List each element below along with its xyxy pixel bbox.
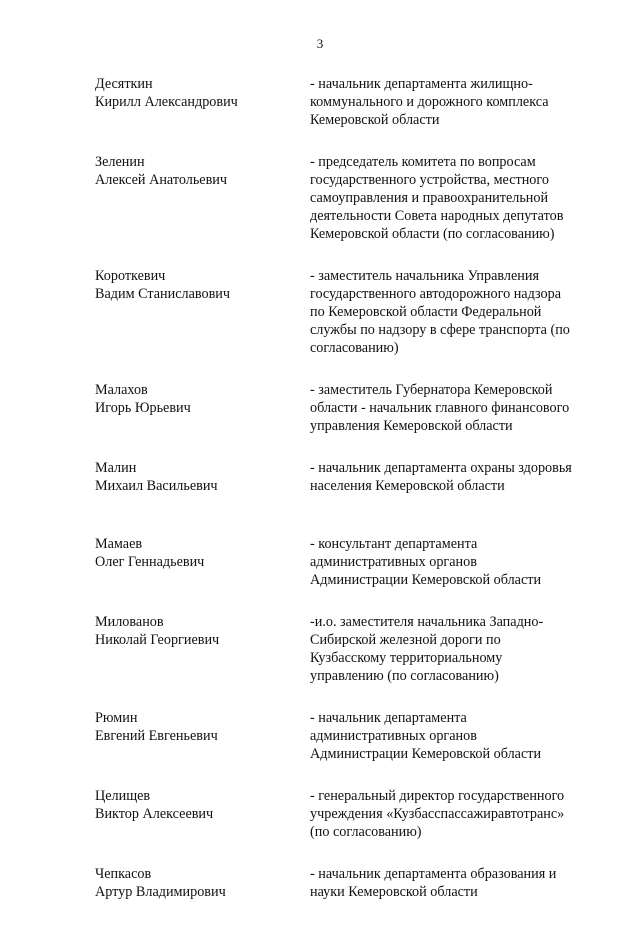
- member-given-names: Михаил Васильевич: [95, 478, 218, 494]
- position-line: - начальник департамента охраны здоровья: [310, 460, 572, 476]
- position-line: службы по надзору в сфере транспорта (по: [310, 322, 570, 338]
- member-given-names: Кирилл Александрович: [95, 94, 238, 110]
- position-line: - председатель комитета по вопросам: [310, 154, 536, 170]
- member-entry: [95, 153, 595, 243]
- member-entry: [95, 865, 595, 901]
- member-surname: Чепкасов: [95, 866, 152, 882]
- member-name: [95, 787, 310, 841]
- member-position: [310, 613, 595, 685]
- position-line: Кузбасскому территориальному: [310, 650, 503, 666]
- page-number: 3: [316, 36, 324, 51]
- position-line: - заместитель начальника Управления: [310, 268, 540, 284]
- position-line: Сибирской железной дороги по: [310, 632, 501, 648]
- position-line: коммунального и дорожного комплекса: [310, 94, 549, 110]
- member-position: [310, 459, 595, 495]
- member-given-names: Евгений Евгеньевич: [95, 728, 218, 744]
- member-name: [95, 267, 310, 357]
- member-given-names: Николай Георгиевич: [95, 632, 220, 648]
- position-line: управлению (по согласованию): [310, 668, 499, 684]
- member-position: [310, 865, 595, 901]
- member-surname: Короткевич: [95, 268, 166, 284]
- member-name: [95, 613, 310, 685]
- position-line: области - начальник главного финансового: [310, 400, 570, 416]
- position-line: деятельности Совета народных депутатов: [310, 208, 564, 224]
- member-name: [95, 709, 310, 763]
- position-line: Администрации Кемеровской области: [310, 746, 542, 762]
- position-line: (по согласованию): [310, 824, 422, 840]
- position-line: государственного автодорожного надзора: [310, 286, 561, 302]
- position-line: - генеральный директор государственного: [310, 788, 565, 804]
- member-position: [310, 75, 595, 129]
- member-name: [95, 75, 310, 129]
- member-position: [310, 381, 595, 435]
- member-entry: [95, 535, 595, 589]
- member-given-names: Игорь Юрьевич: [95, 400, 191, 416]
- position-line: по Кемеровской области Федеральной: [310, 304, 542, 320]
- member-position: [310, 267, 595, 357]
- member-given-names: Виктор Алексеевич: [95, 806, 214, 822]
- position-line: науки Кемеровской области: [310, 884, 478, 900]
- member-surname: Малин: [95, 460, 137, 476]
- position-line: - начальник департамента образования и: [310, 866, 557, 882]
- position-line: - заместитель Губернатора Кемеровской: [310, 382, 553, 398]
- member-position: [310, 153, 595, 243]
- position-line: - начальник департамента жилищно-: [310, 76, 533, 92]
- member-surname: Малахов: [95, 382, 148, 398]
- member-entry: [95, 787, 595, 841]
- member-list: [95, 75, 595, 925]
- position-line: согласованию): [310, 340, 399, 356]
- position-line: - начальник департамента: [310, 710, 467, 726]
- member-surname: Целищев: [95, 788, 151, 804]
- member-given-names: Алексей Анатольевич: [95, 172, 228, 188]
- member-given-names: Артур Владимирович: [95, 884, 226, 900]
- position-line: административных органов: [310, 554, 477, 570]
- position-line: учреждения «Кузбасспассажиравтотранс»: [310, 806, 565, 822]
- member-position: [310, 709, 595, 763]
- member-surname: Мамаев: [95, 536, 143, 552]
- member-name: [95, 381, 310, 435]
- member-surname: Зеленин: [95, 154, 145, 170]
- member-entry: [95, 459, 595, 495]
- member-name: [95, 153, 310, 243]
- member-given-names: Олег Геннадьевич: [95, 554, 205, 570]
- position-line: Администрации Кемеровской области: [310, 572, 542, 588]
- member-entry: [95, 75, 595, 129]
- member-name: [95, 865, 310, 901]
- member-entry: [95, 709, 595, 763]
- member-entry: [95, 267, 595, 357]
- position-line: населения Кемеровской области: [310, 478, 505, 494]
- position-line: самоуправления и правоохранительной: [310, 190, 549, 206]
- member-entry: [95, 381, 595, 435]
- member-position: [310, 787, 595, 841]
- member-name: [95, 459, 310, 495]
- position-line: Кемеровской области: [310, 112, 440, 128]
- member-surname: Милованов: [95, 614, 164, 630]
- position-line: управления Кемеровской области: [310, 418, 513, 434]
- position-line: -и.о. заместителя начальника Западно-: [310, 614, 544, 630]
- member-surname: Рюмин: [95, 710, 138, 726]
- member-entry: [95, 613, 595, 685]
- position-line: Кемеровской области (по согласованию): [310, 226, 555, 242]
- member-surname: Десяткин: [95, 76, 153, 92]
- member-name: [95, 535, 310, 589]
- member-given-names: Вадим Станиславович: [95, 286, 231, 302]
- member-position: [310, 535, 595, 589]
- position-line: государственного устройства, местного: [310, 172, 549, 188]
- position-line: - консультант департамента: [310, 536, 478, 552]
- position-line: административных органов: [310, 728, 477, 744]
